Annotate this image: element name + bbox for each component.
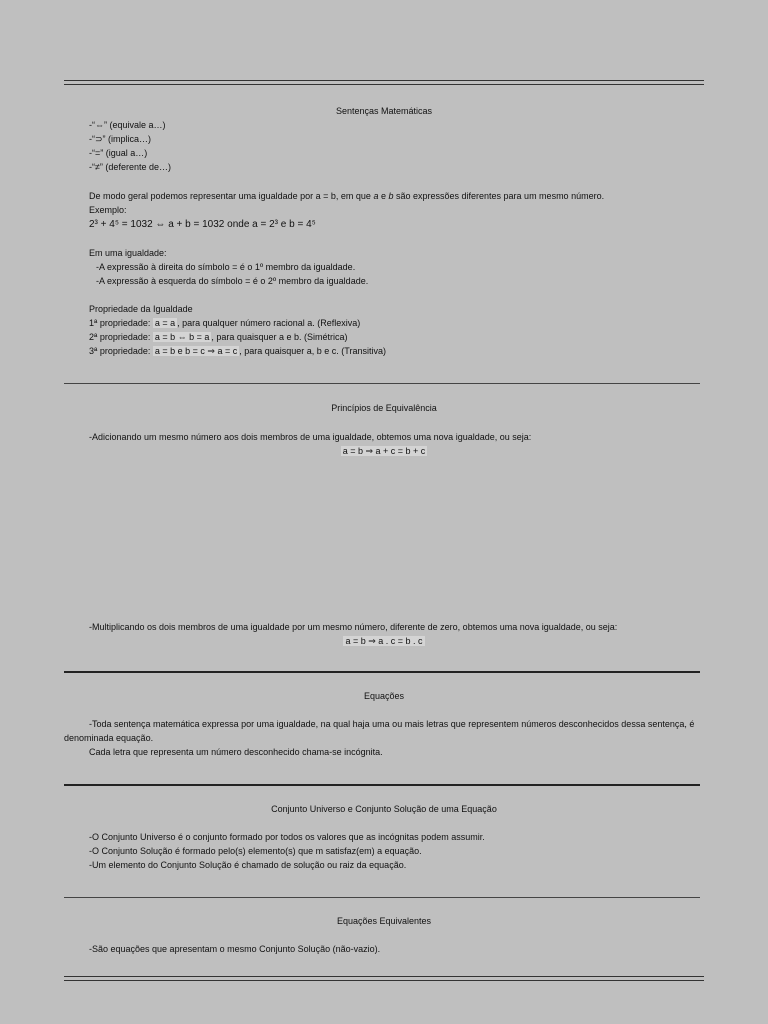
- intro-paragraph: De modo geral podemos representar uma igualdade por a = b, em que a e b são expressões diferentes para um mesmo número.: [89, 191, 605, 201]
- section-title-principios: Princípios de Equivalência: [331, 403, 437, 413]
- equivalentes-text: -São equações que apresentam o mesmo Conjunto Solução (não-vazio).: [89, 944, 381, 954]
- section-title-equivalentes: Equações Equivalentes: [336, 916, 432, 926]
- member-line-1: -A expressão à direita do símbolo = é o 1º membro da igualdade.: [96, 262, 356, 272]
- principle-1-text: -Adicionando um mesmo número aos dois membros de uma igualdade, obtemos uma nova igualdade, ou seja:: [89, 432, 532, 442]
- separator-4: [64, 897, 700, 898]
- equacoes-line-2: denominada equação.: [64, 733, 154, 743]
- section-title-sentencas: Sentenças Matemáticas: [335, 106, 433, 116]
- principle-1-formula: a = b ⇒ a + c = b + c: [342, 446, 426, 456]
- example-label: Exemplo:: [89, 205, 127, 215]
- symbol-line-1: -“⇔” (equivale a…): [89, 120, 166, 130]
- double-rule-bottom: [64, 976, 704, 981]
- separator-1: [64, 383, 700, 384]
- conjunto-line-2: -O Conjunto Solução é formado pelo(s) elemento(s) que m satisfaz(em) a equação.: [89, 846, 422, 856]
- equacoes-line-1: -Toda sentença matemática expressa por uma igualdade, na qual haja uma ou mais letras que representem números desconhecidos dessa sentença, é: [89, 719, 695, 729]
- example-equation: 2³ + 4⁵ = 1032 ⇔ a + b = 1032 onde a = 2³ e b = 4⁵: [89, 219, 316, 230]
- conjunto-line-3: -Um elemento do Conjunto Solução é chamado de solução ou raiz da equação.: [89, 860, 407, 870]
- properties-title: Propriedade da Igualdade: [89, 304, 193, 314]
- conjunto-line-1: -O Conjunto Universo é o conjunto formado por todos os valores que as incógnitas podem assumir.: [89, 832, 485, 842]
- property-3: 3ª propriedade: a = b e b = c ⇒ a = c , para quaisquer a, b e c. (Transitiva): [89, 346, 386, 356]
- principle-2-formula: a = b ⇒ a . c = b . c: [345, 636, 423, 646]
- section-title-conjunto: Conjunto Universo e Conjunto Solução de uma Equação: [271, 804, 497, 814]
- property-1: 1ª propriedade: a = a , para qualquer número racional a. (Reflexiva): [89, 318, 361, 328]
- equacoes-line-3: Cada letra que representa um número desconhecido chama-se incógnita.: [89, 747, 383, 757]
- members-title: Em uma igualdade:: [89, 248, 167, 258]
- double-rule-top: [64, 80, 704, 85]
- separator-3: [64, 784, 700, 786]
- symbol-line-4: -“≠” (deferente de…): [89, 162, 171, 172]
- section-title-equacoes: Equações: [363, 691, 405, 701]
- member-line-2: -A expressão à esquerda do símbolo = é o 2º membro da igualdade.: [96, 276, 369, 286]
- symbol-line-3: -“=” (igual a…): [89, 148, 148, 158]
- property-2: 2ª propriedade: a = b ⇔ b = a , para quaisquer a e b. (Simétrica): [89, 332, 348, 342]
- symbol-line-2: -“⊃” (implica…): [89, 134, 152, 144]
- principle-2-text: -Multiplicando os dois membros de uma igualdade por um mesmo número, diferente de zero, obtemos uma nova igualdade, ou seja:: [89, 622, 618, 632]
- separator-2: [64, 671, 700, 673]
